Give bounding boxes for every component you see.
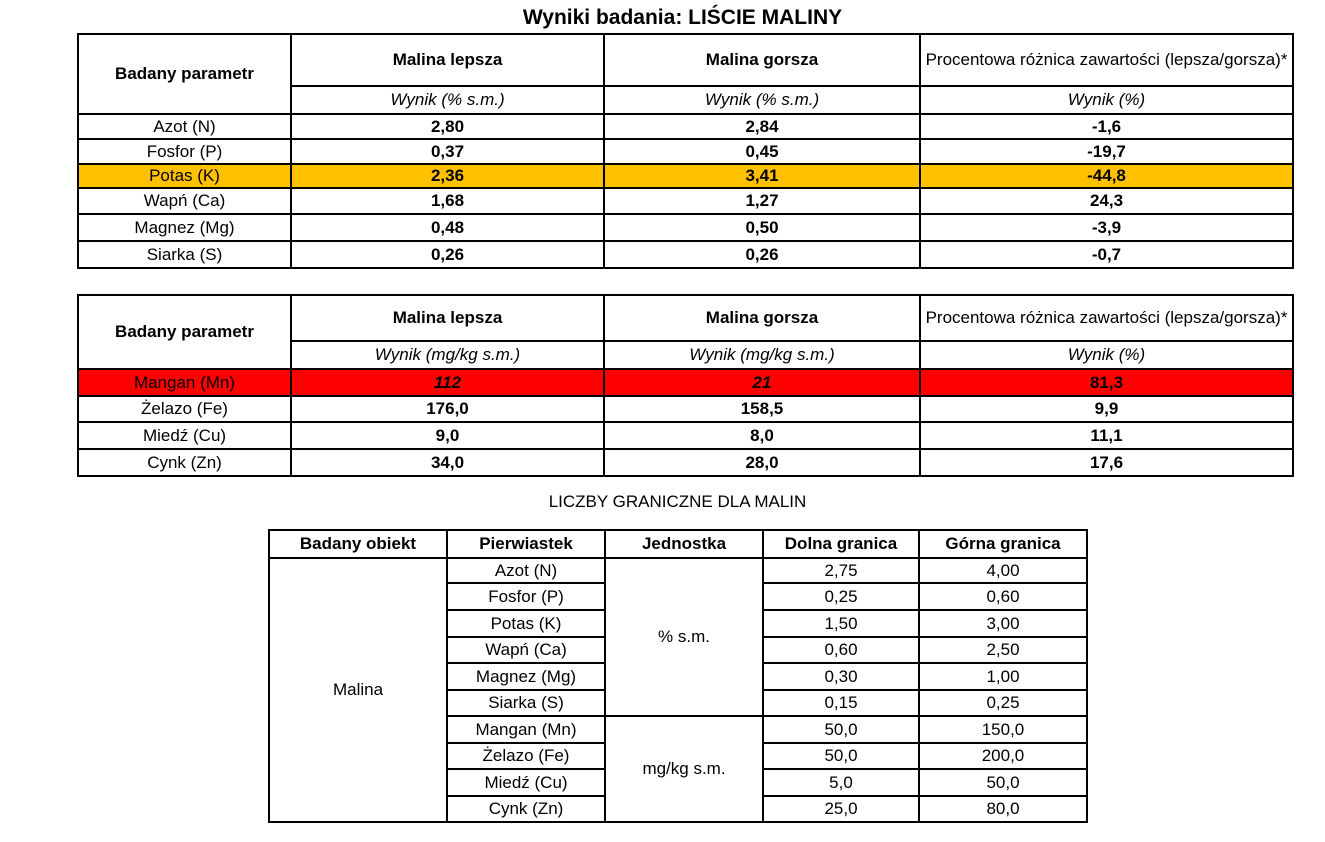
- value-diff: 9,9: [920, 396, 1293, 422]
- param-cell: Fosfor (P): [78, 139, 291, 164]
- value-diff: -0,7: [920, 241, 1293, 268]
- element-cell: Azot (N): [447, 558, 605, 583]
- header-param: Badany parametr: [78, 34, 291, 114]
- value-worse: 0,26: [604, 241, 920, 268]
- lower-cell: 0,30: [763, 663, 919, 690]
- value-better: 9,0: [291, 422, 604, 449]
- unit-worse: Wynik (% s.m.): [604, 86, 920, 114]
- param-cell: Potas (K): [78, 164, 291, 188]
- results-table-micro: [77, 294, 1294, 477]
- value-better: 176,0: [291, 396, 604, 422]
- lower-cell: 2,75: [763, 558, 919, 583]
- value-worse: 0,45: [604, 139, 920, 164]
- header-param: Badany parametr: [78, 295, 291, 369]
- value-better: 0,26: [291, 241, 604, 268]
- table-row: [78, 114, 1293, 139]
- element-cell: Mangan (Mn): [447, 716, 605, 743]
- unit-worse: Wynik (mg/kg s.m.): [604, 341, 920, 369]
- results-table-macro: [77, 33, 1294, 269]
- header-better: Malina lepsza: [291, 295, 604, 341]
- limits-table: [268, 529, 1088, 823]
- header-upper: Górna granica: [919, 530, 1087, 558]
- header-object: Badany obiekt: [269, 530, 447, 558]
- header-better: Malina lepsza: [291, 34, 604, 86]
- value-worse: 3,41: [604, 164, 920, 188]
- value-diff: -19,7: [920, 139, 1293, 164]
- value-better: 2,80: [291, 114, 604, 139]
- table-row-highlighted: [78, 369, 1293, 396]
- header-worse: Malina gorsza: [604, 295, 920, 341]
- param-cell: Wapń (Ca): [78, 188, 291, 214]
- value-diff: -1,6: [920, 114, 1293, 139]
- value-better: 34,0: [291, 449, 604, 476]
- table-row: [269, 558, 1087, 583]
- param-cell: Magnez (Mg): [78, 214, 291, 241]
- upper-cell: 200,0: [919, 743, 1087, 769]
- param-cell: Żelazo (Fe): [78, 396, 291, 422]
- header-diff: Procentowa różnica zawartości (lepsza/gorsza)*: [920, 295, 1293, 341]
- value-diff: -44,8: [920, 164, 1293, 188]
- value-worse: 28,0: [604, 449, 920, 476]
- lower-cell: 25,0: [763, 796, 919, 822]
- header-worse: Malina gorsza: [604, 34, 920, 86]
- value-diff: 24,3: [920, 188, 1293, 214]
- table-row: [78, 241, 1293, 268]
- unit-better: Wynik (% s.m.): [291, 86, 604, 114]
- unit-diff: Wynik (%): [920, 341, 1293, 369]
- upper-cell: 80,0: [919, 796, 1087, 822]
- lower-cell: 50,0: [763, 743, 919, 769]
- table-row: [78, 188, 1293, 214]
- table-row-highlighted: [78, 164, 1293, 188]
- value-worse: 158,5: [604, 396, 920, 422]
- value-worse: 1,27: [604, 188, 920, 214]
- lower-cell: 50,0: [763, 716, 919, 743]
- table-row: [78, 449, 1293, 476]
- lower-cell: 0,15: [763, 690, 919, 716]
- value-diff: -3,9: [920, 214, 1293, 241]
- param-cell: Mangan (Mn): [78, 369, 291, 396]
- unit-diff: Wynik (%): [920, 86, 1293, 114]
- element-cell: Fosfor (P): [447, 583, 605, 610]
- value-diff: 81,3: [920, 369, 1293, 396]
- header-element: Pierwiastek: [447, 530, 605, 558]
- upper-cell: 150,0: [919, 716, 1087, 743]
- value-better: 2,36: [291, 164, 604, 188]
- unit-cell-macro: % s.m.: [605, 558, 763, 716]
- upper-cell: 1,00: [919, 663, 1087, 690]
- value-better: 1,68: [291, 188, 604, 214]
- value-better: 0,48: [291, 214, 604, 241]
- upper-cell: 50,0: [919, 769, 1087, 796]
- value-worse: 0,50: [604, 214, 920, 241]
- element-cell: Potas (K): [447, 610, 605, 637]
- param-cell: Azot (N): [78, 114, 291, 139]
- table-row: [78, 422, 1293, 449]
- upper-cell: 3,00: [919, 610, 1087, 637]
- upper-cell: 0,60: [919, 583, 1087, 610]
- element-cell: Wapń (Ca): [447, 637, 605, 663]
- table-row: [78, 396, 1293, 422]
- param-cell: Miedź (Cu): [78, 422, 291, 449]
- table-row: [78, 214, 1293, 241]
- element-cell: Żelazo (Fe): [447, 743, 605, 769]
- header-diff: Procentowa różnica zawartości (lepsza/gorsza)*: [920, 34, 1293, 86]
- upper-cell: 0,25: [919, 690, 1087, 716]
- value-worse: 2,84: [604, 114, 920, 139]
- element-cell: Miedź (Cu): [447, 769, 605, 796]
- lower-cell: 0,60: [763, 637, 919, 663]
- lower-cell: 5,0: [763, 769, 919, 796]
- value-worse: 8,0: [604, 422, 920, 449]
- upper-cell: 2,50: [919, 637, 1087, 663]
- table-row: [78, 139, 1293, 164]
- param-cell: Siarka (S): [78, 241, 291, 268]
- value-worse: 21: [604, 369, 920, 396]
- upper-cell: 4,00: [919, 558, 1087, 583]
- header-unit: Jednostka: [605, 530, 763, 558]
- value-diff: 11,1: [920, 422, 1293, 449]
- limits-title: LICZBY GRANICZNE DLA MALIN: [548, 492, 807, 511]
- value-diff: 17,6: [920, 449, 1293, 476]
- lower-cell: 1,50: [763, 610, 919, 637]
- element-cell: Siarka (S): [447, 690, 605, 716]
- param-cell: Cynk (Zn): [78, 449, 291, 476]
- element-cell: Magnez (Mg): [447, 663, 605, 690]
- lower-cell: 0,25: [763, 583, 919, 610]
- header-lower: Dolna granica: [763, 530, 919, 558]
- element-cell: Cynk (Zn): [447, 796, 605, 822]
- unit-cell-micro: mg/kg s.m.: [605, 716, 763, 822]
- value-better: 112: [291, 369, 604, 396]
- object-cell: Malina: [269, 558, 447, 822]
- page-title: Wyniki badania: LIŚCIE MALINY: [522, 6, 843, 29]
- value-better: 0,37: [291, 139, 604, 164]
- unit-better: Wynik (mg/kg s.m.): [291, 341, 604, 369]
